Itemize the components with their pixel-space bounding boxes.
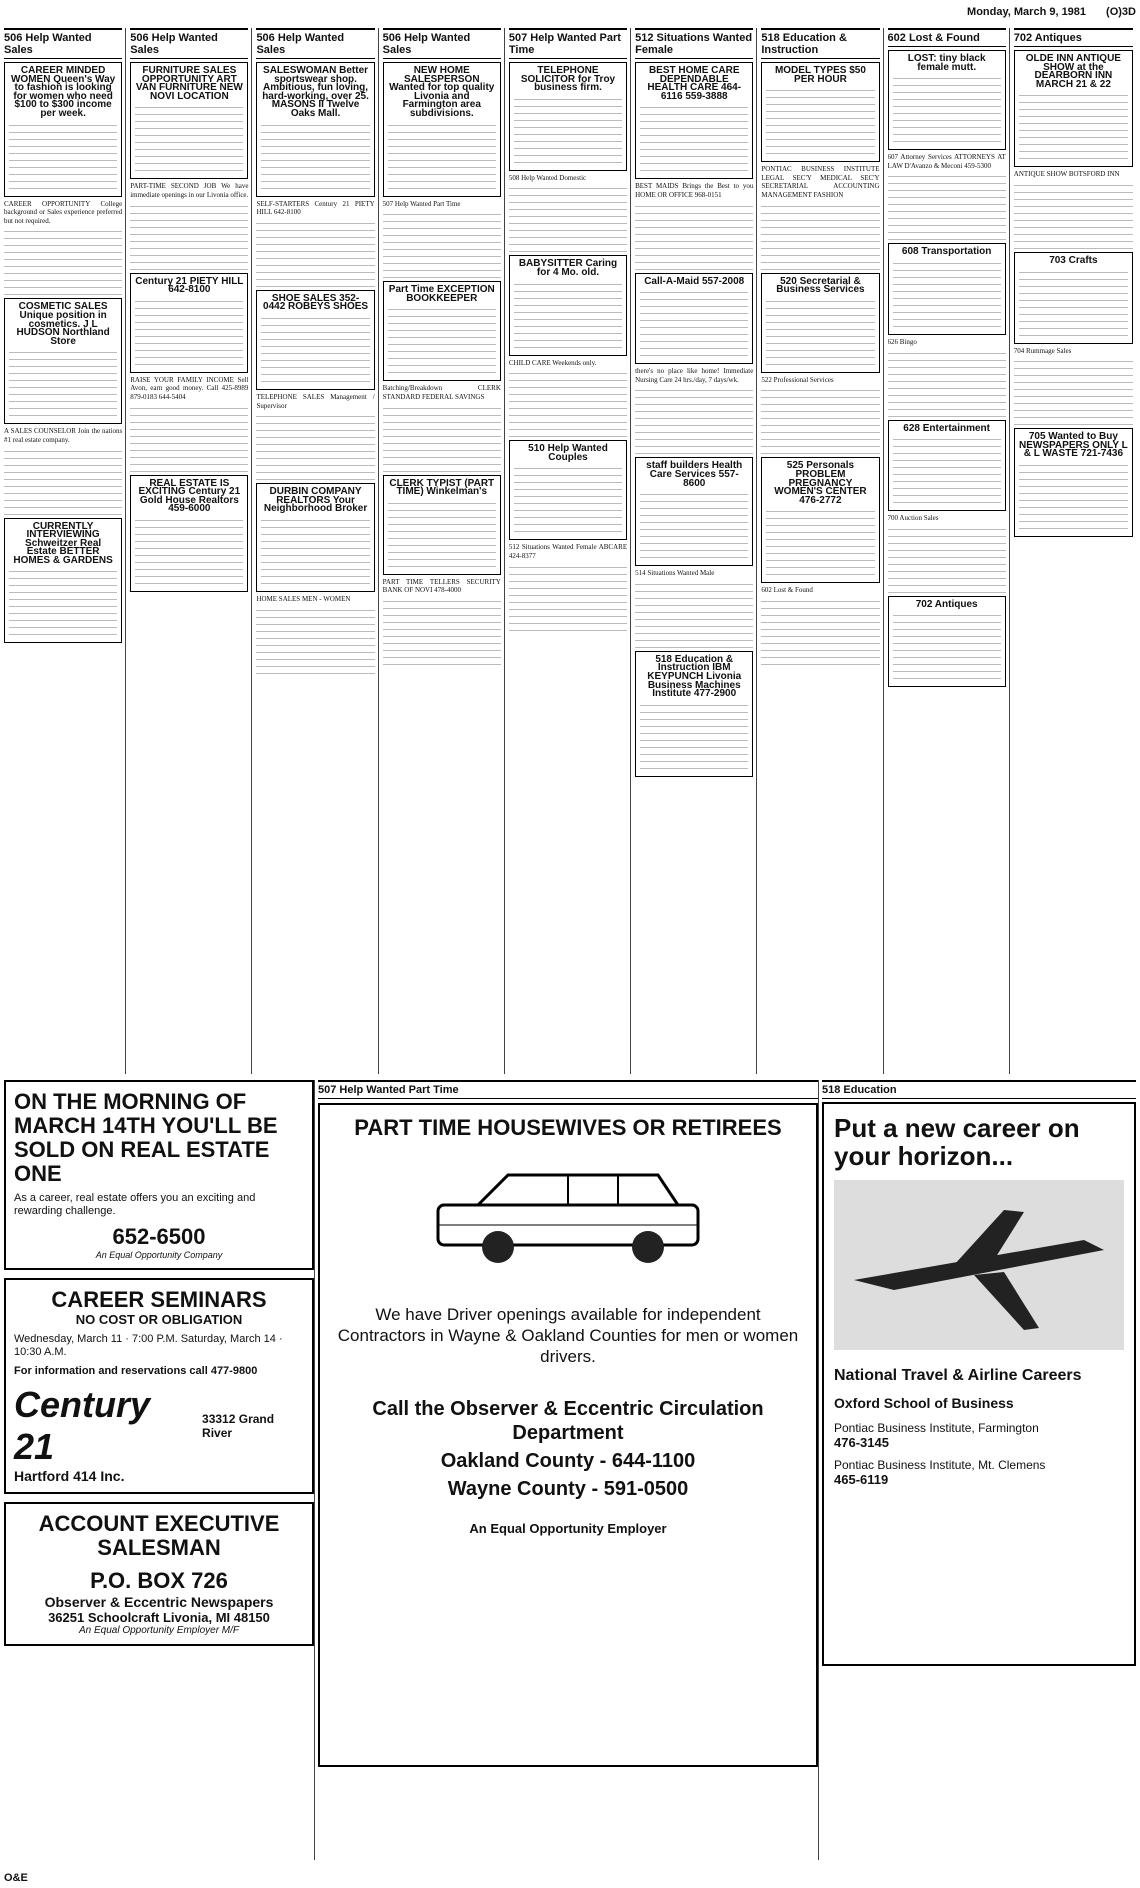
- ad-filler: [514, 93, 622, 163]
- classified-column: [761, 28, 883, 1074]
- ad-filler: [9, 565, 117, 635]
- ad-text: PART-TIME SECOND JOB We have immediate openings in our Livonia office.: [130, 182, 249, 199]
- classified-ad: [761, 273, 879, 373]
- classified-ad: [509, 543, 627, 630]
- classified-ad: [383, 578, 501, 665]
- driver-ad-wayne: Wayne County - 591-0500: [447, 1478, 689, 1500]
- ad-text: COSMETIC SALES Unique position in cosmetics. J L HUDSON Northland Store: [16, 301, 110, 347]
- page-header: [4, 0, 1136, 24]
- ad-text: CAREER MINDED WOMEN Queen's Way to fashion is looking for women who need $100 to $300 income per week.: [10, 65, 116, 119]
- ad-text: staff builders Health Care Services 557-8600: [646, 460, 743, 489]
- century21-logo: Century 21: [14, 1384, 151, 1467]
- ad-filler: [893, 72, 1001, 142]
- ad-text: 607 Attorney Services ATTORNEYS AT LAW D'Avanzo & Meconi 459-5300: [887, 153, 1006, 170]
- seminar-info: For information and reservations call 477-9800: [14, 1365, 258, 1377]
- nt-phone: 476-3145: [834, 1435, 889, 1450]
- ad-filler: [509, 367, 627, 437]
- classified-ad: [383, 200, 501, 279]
- classified-ad: [4, 62, 122, 197]
- ad-text: 702 Antiques: [915, 598, 978, 610]
- ad-text: TELEPHONE SOLICITOR for Troy business firm.: [520, 65, 616, 94]
- classified-ad: [888, 50, 1006, 150]
- ad-filler: [256, 410, 374, 480]
- classified-ad: [130, 62, 248, 179]
- nt-school: Oxford School of Business: [834, 1395, 1014, 1411]
- classified-ad: [256, 62, 374, 197]
- ad-text: 705 Wanted to Buy NEWSPAPERS ONLY L & L WASTE 721-7436: [1019, 431, 1128, 460]
- ad-text: there's no place like home! Immediate Nursing Care 24 hrs./day, 7 days/wk.: [635, 367, 754, 384]
- classified-column: [888, 28, 1010, 1074]
- column-heading: 506 Help Wanted Sales: [4, 28, 122, 59]
- ad-filler: [383, 208, 501, 278]
- classified-ad: [761, 165, 879, 269]
- ad-body: As a career, real estate offers you an exciting and rewarding challenge.: [14, 1192, 256, 1217]
- ad-text: 508 Help Wanted Domestic: [508, 173, 587, 182]
- nt-institute-2: Pontiac Business Institute, Mt. Clemens: [834, 1458, 1046, 1472]
- classified-ad: [635, 62, 753, 179]
- ad-text: DURBIN COMPANY REALTORS Your Neighborhood Broker: [263, 486, 368, 515]
- nt-institute: Pontiac Business Institute, Farmington: [834, 1421, 1039, 1435]
- ad-text: 703 Crafts: [1049, 254, 1098, 266]
- real-estate-one-ad: [4, 1080, 314, 1270]
- classified-ad: [130, 475, 248, 592]
- ad-text: Part Time EXCEPTION BOOKKEEPER: [388, 284, 495, 304]
- column-heading: 602 Lost & Found: [888, 28, 1006, 47]
- ad-text: 704 Rummage Sales: [1013, 346, 1072, 355]
- column-heading: 507 Help Wanted Part Time: [509, 28, 627, 59]
- classified-ad: [635, 569, 753, 648]
- ad-text: CAREER OPPORTUNITY College background or Sales experience preferred but not required.: [4, 199, 123, 225]
- seminar-sub: NO COST OR OBLIGATION: [75, 1312, 243, 1327]
- ad-text: PART TIME TELLERS SECURITY BANK OF NOVI 478-4000: [382, 577, 501, 595]
- ad-text: SHOE SALES 352-0442 ROBEYS SHOES: [263, 292, 369, 313]
- classified-ad: [761, 376, 879, 455]
- ad-filler: [640, 699, 748, 769]
- exec-equal: An Equal Opportunity Employer M/F: [78, 1625, 240, 1636]
- ad-filler: [388, 497, 496, 567]
- ad-text: SELF-STARTERS Century 21 PIETY HILL 642-8100: [256, 199, 375, 217]
- ad-filler: [135, 101, 243, 171]
- classified-ad: [888, 596, 1006, 688]
- ad-filler: [1019, 89, 1128, 159]
- column-heading: 506 Help Wanted Sales: [383, 28, 501, 59]
- ad-filler: [766, 84, 874, 154]
- column-heading: 512 Situations Wanted Female: [635, 28, 753, 59]
- ad-filler: [4, 225, 122, 295]
- ad-filler: [640, 286, 748, 356]
- classified-ad: [1014, 170, 1133, 249]
- ad-filler: [888, 347, 1006, 417]
- column-heading: 506 Help Wanted Sales: [256, 28, 374, 59]
- classified-ad: [383, 475, 501, 575]
- ad-text: HOME SALES MEN - WOMEN: [256, 594, 351, 603]
- classified-ad: [761, 586, 879, 665]
- ad-text: RAISE YOUR FAMILY INCOME Sell Avon, earn good money. Call 425-8989 879-0183 644-5404: [130, 375, 249, 401]
- exec-addr: 36251 Schoolcraft Livonia, MI 48150: [48, 1610, 270, 1625]
- classified-ad: [4, 200, 122, 296]
- ad-filler: [761, 200, 879, 270]
- ad-filler: [1014, 179, 1133, 249]
- ad-text: 525 Personals PROBLEM PREGNANCY WOMEN'S CENTER 476-2772: [774, 460, 867, 506]
- bottom-ads: [4, 1080, 1136, 1860]
- ad-filler: [893, 257, 1001, 327]
- exec-title: ACCOUNT EXECUTIVE SALESMAN: [38, 1511, 280, 1560]
- section-heading: 518 Education: [822, 1080, 1136, 1099]
- ad-filler: [761, 384, 879, 454]
- seminar-dates: Wednesday, March 11 · 7:00 P.M. Saturday, March 14 · 10:30 A.M.: [14, 1333, 283, 1358]
- ad-filler: [635, 578, 753, 648]
- ad-filler: [514, 278, 622, 348]
- classified-column: [130, 28, 252, 1074]
- ad-filler: [383, 402, 501, 472]
- classified-columns: [4, 28, 1136, 1074]
- ad-text: 522 Professional Services: [761, 375, 834, 384]
- ad-text: 520 Secretarial & Business Services: [776, 275, 865, 296]
- driver-ad-call: Call the Observer & Eccentric Circulation Department: [372, 1398, 764, 1444]
- seminar-office: Hartford 414 Inc.: [14, 1468, 125, 1484]
- ad-filler: [388, 303, 496, 373]
- ad-text: 602 Lost & Found: [761, 586, 813, 595]
- seminar-address: 33312 Grand River: [202, 1412, 275, 1440]
- nt-brand: National Travel & Airline Careers: [834, 1367, 1082, 1384]
- ad-filler: [761, 595, 879, 665]
- edition-label: (O)3D: [1106, 6, 1136, 18]
- ad-text: BABYSITTER Caring for 4 Mo. old.: [518, 258, 618, 278]
- classified-ad: [256, 290, 374, 390]
- classified-ad: [509, 359, 627, 438]
- ad-filler: [9, 119, 117, 189]
- classified-ad: [383, 384, 501, 471]
- classified-ad: [130, 182, 248, 269]
- ad-text: 514 Situations Wanted Male: [635, 569, 715, 578]
- classified-ad: [4, 518, 122, 644]
- career-seminars-ad: [4, 1278, 314, 1494]
- classified-ad: [888, 420, 1006, 512]
- national-travel-ad: [822, 1102, 1136, 1666]
- driver-ad-title: PART TIME HOUSEWIVES OR RETIREES: [354, 1115, 782, 1140]
- ad-filler: [261, 119, 369, 189]
- classified-ad: [635, 367, 753, 454]
- classified-ad: [256, 595, 374, 674]
- classified-ad: [888, 338, 1006, 417]
- issue-date: Monday, March 9, 1981: [967, 6, 1087, 18]
- nt-phone-2: 465-6119: [834, 1472, 889, 1487]
- classified-ad: [761, 62, 879, 162]
- ad-text: CURRENTLY INTERVIEWING Schweitzer Real Estate BETTER HOMES & GARDENS: [13, 520, 113, 566]
- ad-text: SALESWOMAN Better sportswear shop. Ambitious, fun loving, hard-working, over 25. MASONS II Twelve Oaks Mall.: [262, 65, 369, 119]
- column-heading: 506 Help Wanted Sales: [130, 28, 248, 59]
- seminar-title: CAREER SEMINARS: [51, 1287, 267, 1312]
- classified-ad: [888, 153, 1006, 240]
- classified-ad: [635, 273, 753, 365]
- classified-ad: [1014, 252, 1133, 344]
- ad-text: 700 Auction Sales: [887, 514, 939, 523]
- ad-text: CLERK TYPIST (PART TIME) Winkelman's: [389, 477, 495, 498]
- driver-ad-equal: An Equal Opportunity Employer: [469, 1521, 667, 1536]
- ad-filler: [888, 523, 1006, 593]
- nt-headline: Put a new career on your horizon...: [834, 1113, 1080, 1171]
- ad-filler: [1019, 459, 1128, 529]
- driver-ad-oakland: Oakland County - 644-1100: [440, 1450, 696, 1472]
- ad-text: CHILD CARE Weekends only.: [508, 358, 597, 367]
- classified-ad: [130, 273, 248, 373]
- ad-filler: [635, 200, 753, 270]
- ad-filler: [766, 295, 874, 365]
- classified-ad: [1014, 428, 1133, 537]
- classified-column: [4, 28, 126, 1074]
- column-heading: 518 Education & Instruction: [761, 28, 879, 59]
- ad-filler: [9, 346, 117, 416]
- driver-wanted-ad: [318, 1103, 818, 1767]
- ad-text: MODEL TYPES $50 PER HOUR: [774, 65, 866, 85]
- classified-ad: [509, 62, 627, 171]
- ad-filler: [135, 514, 243, 584]
- ad-text: Call-A-Maid 557-2008: [644, 275, 745, 287]
- classified-ad: [130, 376, 248, 472]
- classified-ad: [635, 651, 753, 777]
- classified-ad: [635, 182, 753, 269]
- ad-filler: [640, 488, 748, 558]
- ad-filler: [893, 433, 1001, 503]
- ad-text: A SALES COUNSELOR Join the nations #1 real estate company.: [4, 427, 123, 444]
- ad-filler: [256, 604, 374, 674]
- classified-ad: [509, 440, 627, 540]
- ad-text: 608 Transportation: [901, 246, 992, 258]
- airplane-illustration: [834, 1180, 1124, 1350]
- classified-ad: [1014, 347, 1133, 426]
- right-ad-column: [822, 1080, 1136, 1860]
- exec-org: Observer & Eccentric Newspapers: [44, 1594, 274, 1610]
- ad-text: BEST HOME CARE DEPENDABLE HEALTH CARE 464-6116 559-3888: [647, 65, 742, 102]
- ad-text: 626 Bingo: [887, 337, 917, 346]
- ad-text: TELEPHONE SALES Management / Supervisor: [256, 392, 375, 410]
- ad-text: BEST MAIDS Brings the Best to you HOME OR OFFICE 968-0151: [635, 182, 754, 199]
- classified-ad: [509, 255, 627, 355]
- ad-text: PONTIAC BUSINESS INSTITUTE LEGAL SEC'Y MEDICAL SEC'Y SECRETARIAL ACCOUNTING MANAGEMENT FASHION: [761, 165, 880, 199]
- ad-filler: [509, 561, 627, 631]
- middle-ad-column: [318, 1080, 819, 1860]
- classified-ad: [4, 427, 122, 514]
- classified-ad: [256, 483, 374, 592]
- driver-ad-body: We have Driver openings available for independent Contractors in Wayne & Oakland Counties for men or women drivers.: [337, 1305, 799, 1366]
- classified-column: [509, 28, 631, 1074]
- classified-column: [1014, 28, 1136, 1074]
- ad-headline: ON THE MORNING OF MARCH 14TH YOU'LL BE SOLD ON REAL ESTATE ONE: [14, 1089, 278, 1186]
- ad-text: 510 Help Wanted Couples: [528, 443, 608, 463]
- ad-text: 512 Situations Wanted Female ABCARE 424-8377: [508, 543, 628, 560]
- classified-ad: [635, 457, 753, 566]
- classified-ad: [761, 457, 879, 583]
- classified-column: [383, 28, 505, 1074]
- ad-text: ANTIQUE SHOW BOTSFORD INN: [1013, 170, 1120, 179]
- classified-ad: [256, 200, 374, 287]
- ad-filler: [893, 609, 1001, 679]
- ad-text: 507 Help Wanted Part Time: [382, 199, 461, 208]
- ad-filler: [1014, 355, 1133, 425]
- ad-filler: [256, 217, 374, 287]
- ad-text: FURNITURE SALES OPPORTUNITY ART VAN FURNITURE NEW NOVI LOCATION: [135, 65, 243, 102]
- ad-filler: [766, 505, 874, 575]
- section-heading: 507 Help Wanted Part Time: [318, 1080, 818, 1099]
- ad-text: REAL ESTATE IS EXCITING Century 21 Gold House Realtors 459-6000: [138, 477, 241, 515]
- exec-box: P.O. BOX 726: [90, 1568, 228, 1593]
- ad-filler: [130, 402, 248, 472]
- account-executive-ad: [4, 1502, 314, 1646]
- classified-ad: [383, 281, 501, 381]
- left-ad-column: [4, 1080, 315, 1860]
- classified-column: [635, 28, 757, 1074]
- classified-ad: [256, 393, 374, 480]
- ad-filler: [261, 312, 369, 382]
- ad-text: Batching/Breakdown CLERK STANDARD FEDERAL SAVINGS: [382, 384, 501, 401]
- classified-ad: [888, 243, 1006, 335]
- ad-filler: [635, 384, 753, 454]
- ad-filler: [888, 170, 1006, 240]
- page-footer: O&E: [4, 1872, 28, 1884]
- ad-text: 518 Education & Instruction IBM KEYPUNCH Livonia Business Machines Institute 477-2900: [647, 653, 742, 700]
- classified-column: [256, 28, 378, 1074]
- ad-text: 628 Entertainment: [903, 422, 990, 434]
- ad-filler: [388, 119, 496, 189]
- classified-ad: [888, 514, 1006, 593]
- station-wagon-illustration: [418, 1155, 718, 1275]
- ad-filler: [509, 182, 627, 252]
- classified-ad: [1014, 50, 1133, 167]
- classified-ad: [509, 174, 627, 253]
- ad-filler: [383, 595, 501, 665]
- ad-filler: [640, 101, 748, 171]
- ad-filler: [4, 445, 122, 515]
- ad-phone: 652-6500: [112, 1224, 206, 1249]
- ad-filler: [514, 462, 622, 532]
- ad-filler: [261, 514, 369, 584]
- ad-text: NEW HOME SALESPERSON Wanted for top quality Livonia and Farmington area subdivisions.: [389, 65, 495, 119]
- column-heading: 702 Antiques: [1014, 28, 1133, 47]
- ad-text: LOST: tiny black female mutt.: [907, 53, 986, 73]
- ad-equal: An Equal Opportunity Company: [95, 1250, 223, 1260]
- classified-ad: [383, 62, 501, 197]
- ad-filler: [135, 295, 243, 365]
- ad-text: Century 21 PIETY HILL 642-8100: [135, 275, 244, 296]
- ad-filler: [130, 200, 248, 270]
- ad-filler: [1019, 266, 1128, 336]
- classified-ad: [4, 298, 122, 424]
- ad-text: OLDE INN ANTIQUE SHOW at the DEARBORN INN MARCH 21 & 22: [1025, 53, 1121, 90]
